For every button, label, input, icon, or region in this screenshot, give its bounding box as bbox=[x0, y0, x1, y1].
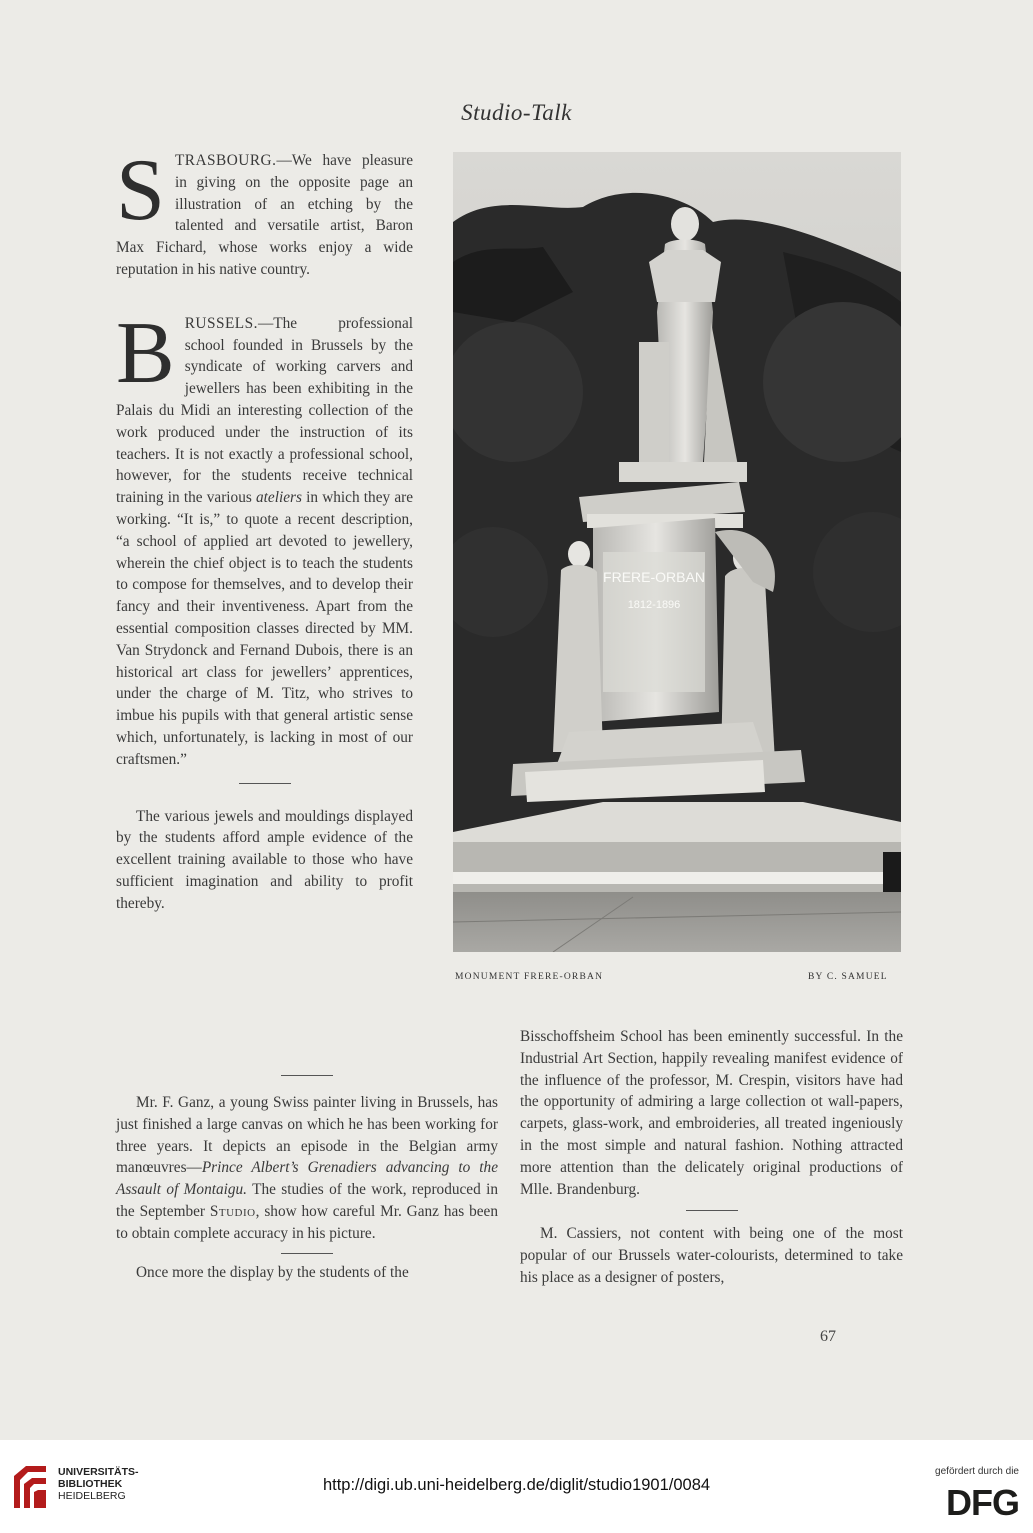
inscription-name: FRERE-ORBAN bbox=[603, 569, 705, 585]
text-ganz-3: , show how careful Mr. Ganz has been to obtain complete accuracy in his picture. bbox=[116, 1202, 498, 1242]
paragraph-once-more bbox=[116, 1262, 498, 1284]
paragraph-strasbourg bbox=[116, 142, 413, 281]
left-column-bottom bbox=[116, 1075, 498, 1283]
divider-rule bbox=[281, 1075, 333, 1076]
divider-rule bbox=[686, 1210, 738, 1211]
library-line-2: BIBLIOTHEK bbox=[58, 1478, 123, 1490]
lead-strasbourg: TRASBOURG. bbox=[174, 152, 277, 169]
text-brussels-2: in which they are working. “It is,” to quote a recent description, “a school of applied art devoted to jewellery, wherein the chief object is to teach the students to compose for themselves, and to develop their fancy and their inventiveness. Apart from the essential composition classes directed by MM. Van Strydonck and Fernand Dubois, there is an historical art class for jewellers’ apprentices, under the charge of M. Titz, who strives to imbue his pupils with that general artistic sense which, unfortunately, is lacking in most of our craftsmen.” bbox=[116, 489, 414, 768]
running-title: Studio-Talk bbox=[461, 100, 572, 125]
funding-note: gefördert durch die bbox=[935, 1466, 1019, 1477]
paragraph-jewels bbox=[116, 806, 413, 915]
library-line-3: HEIDELBERG bbox=[58, 1490, 126, 1502]
permalink-url[interactable]: http://digi.ub.uni-heidelberg.de/diglit/studio1901/0084 bbox=[322, 1476, 711, 1494]
page-number: 67 bbox=[820, 1328, 836, 1345]
text-bisschoffsheim: Bisschoffsheim School has been eminently successful. In the Industrial Art Section, happily revealing manifest evidence of the influence of the professor, M. Crespin, visitors have had the opportunity of admiring a large collection ot wall-papers, carpets, glass-work, and embroideries, all treated ingeniously in the most simple and natural fashion. Nothing attracted more attention than the delicately original productions of Mlle. Brandenburg. bbox=[520, 1028, 903, 1198]
dropcap-s: S bbox=[116, 142, 165, 239]
text-strasbourg: —We have pleasure in giving on the opposite page an illustration of an etching by the talented and versatile artist, Baron Max Fichard, whose works enjoy a wide reputation in his native country. bbox=[116, 152, 413, 278]
text-once-more: Once more the display by the students of the bbox=[136, 1263, 409, 1281]
text-brussels-1: —The professional school founded in Brussels by the syndicate of working carvers and jewellers has been exhibiting in the Palais du Midi an interesting collection of the work produced under the instruction of its teachers. It is not exactly a professional school, however, for the students receive technical training in the various bbox=[116, 314, 413, 507]
paragraph-bisschoffsheim bbox=[520, 1026, 903, 1200]
monument-photograph bbox=[453, 152, 901, 952]
dfg-logo: DFG bbox=[946, 1482, 1019, 1523]
right-column bbox=[520, 1026, 903, 1289]
studio-name: Studio bbox=[209, 1202, 256, 1220]
figure-caption-right: BY C. SAMUEL bbox=[808, 972, 888, 982]
paragraph-cassiers bbox=[520, 1223, 903, 1288]
text-ganz-1: Mr. F. Ganz, a young Swiss painter living in Brussels, has just finished a large canvas on which he has been working for three years. It depicts an episode in the Belgian army manœuvres— bbox=[116, 1094, 498, 1177]
figure-caption-left: MONUMENT FRERE-ORBAN bbox=[455, 972, 604, 982]
text-ganz-2: The studies of the work, reproduced in the September bbox=[116, 1181, 498, 1220]
paragraph-ganz bbox=[116, 1092, 498, 1245]
divider-rule bbox=[281, 1253, 333, 1254]
inscription-dates: 1812-1896 bbox=[627, 599, 681, 611]
italic-painting-title: Prince Albert’s Grenadiers advancing to the Assault of Montaigu. bbox=[116, 1159, 498, 1199]
paragraph-brussels bbox=[116, 304, 414, 771]
lead-brussels: RUSSELS. bbox=[184, 314, 258, 332]
divider-rule bbox=[239, 783, 291, 784]
text-cassiers: M. Cassiers, not content with being one of the most popular of our Brussels water-colourists, determined to take his place as a designer of posters, bbox=[520, 1225, 903, 1286]
italic-ateliers: ateliers bbox=[256, 489, 302, 507]
text-jewels: The various jewels and mouldings displayed by the students afford ample evidence of the excellent training available to those who have sufficient imagination and ability to profit thereby. bbox=[116, 807, 413, 912]
monument-illustration bbox=[453, 152, 901, 952]
dropcap-b: B bbox=[116, 304, 175, 402]
library-line-1: UNIVERSITÄTS- bbox=[58, 1466, 139, 1478]
left-column-top bbox=[116, 142, 414, 915]
